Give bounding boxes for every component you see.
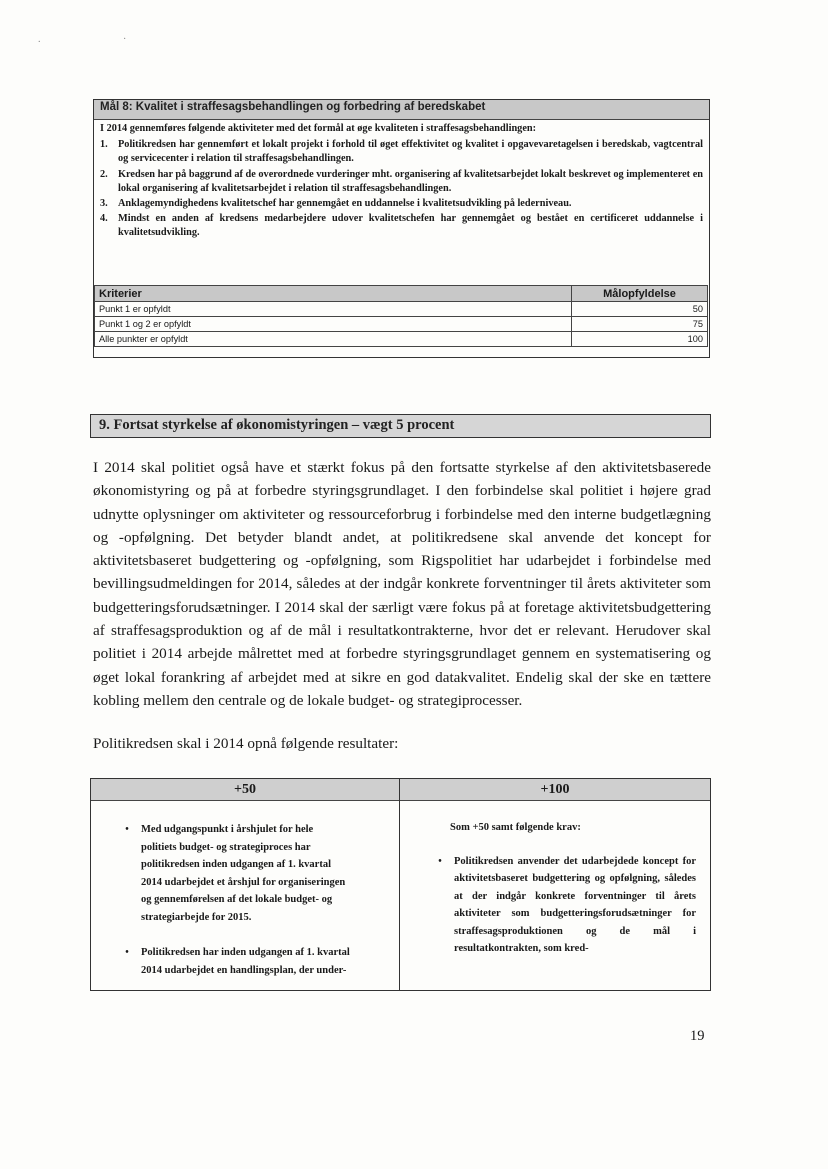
- page-number: 19: [690, 1028, 705, 1044]
- scan-speckles: . ·: [38, 34, 167, 45]
- results-column-50: [91, 779, 400, 990]
- goal-list: [100, 138, 703, 240]
- item-number: 2.: [100, 168, 108, 180]
- list-item: [100, 212, 703, 240]
- item-text: Politikredsen har gennemført et lokalt projekt i forhold til øget effektivitet og kvalitet i opgavevaretagelsen i beredskab, vagtcentral og servicecenter i relation til straffesagsbehandlingen.: [118, 139, 703, 165]
- criterion-cell: Punkt 1 og 2 er opfyldt: [95, 317, 572, 332]
- bullet-icon: •: [438, 855, 442, 867]
- score-header: Målopfyldelse: [572, 286, 708, 302]
- criteria-table: [94, 285, 708, 347]
- goal-8-box: [93, 99, 710, 358]
- goal-intro: I 2014 gennemføres følgende aktiviteter med det formål at øge kvaliteten i straffesagsbehandlingen:: [100, 123, 537, 134]
- item-text: Kredsen har på baggrund af de overordnede vurderinger mht. organisering af kvalitetsarbejdet lokalt beskrevet og implementeret en lokal organisering af kvalitetsarbejdet i relation til straffesagsbehandlingen.: [118, 168, 703, 194]
- bullet-icon: •: [125, 824, 129, 835]
- table-row: [95, 317, 708, 332]
- column-lead: Som +50 samt følgende krav:: [450, 822, 581, 833]
- list-item: [100, 138, 703, 166]
- score-cell: 75: [572, 317, 708, 332]
- list-item: [113, 821, 351, 926]
- bullet-text: Politikredsen anvender det udarbejdede koncept for aktivitetsbaseret budgettering og opfølgning, således at der indgår konkrete forventninger til årets aktiviteter som budgetteringsforudsætninger for straffesagsproduktionen og de mål i resultatkontrakten, som kred-: [454, 855, 696, 954]
- bullet-text: Politikredsen har inden udgangen af 1. kvartal 2014 udarbejdet en handlingsplan, der under-: [141, 947, 350, 976]
- item-number: 3.: [100, 198, 108, 210]
- score-cell: 50: [572, 302, 708, 317]
- item-text: Anklagemyndighedens kvalitetschef har gennemgået en uddannelse i kvalitetsudvikling på lederniveau.: [118, 198, 572, 210]
- table-header-row: [95, 286, 708, 302]
- criterion-cell: Alle punkter er opfyldt: [95, 332, 572, 347]
- list-item: [113, 944, 351, 979]
- results-intro: Politikredsen skal i 2014 opnå følgende resultater:: [93, 735, 399, 752]
- criterion-cell: Punkt 1 er opfyldt: [95, 302, 572, 317]
- list-item: [100, 197, 703, 211]
- bullet-text: Med udgangspunkt i årshjulet for hele politiets budget- og strategiproces har politikredsen inden udgangen af 1. kvartal 2014 udarbejdet et årshjul for organiseringen og gennemførelsen af det lokale budget- og strategiarbejde for 2015.: [141, 824, 346, 923]
- list-item: [100, 168, 703, 196]
- list-item: [426, 853, 696, 958]
- column-header: +100: [400, 779, 710, 801]
- results-table: [90, 778, 711, 991]
- column-body: [400, 801, 710, 958]
- column-header: +50: [91, 779, 399, 801]
- table-row: [95, 332, 708, 347]
- bullet-icon: •: [125, 947, 129, 958]
- column-body: [91, 801, 399, 979]
- item-number: 4.: [100, 213, 108, 225]
- goal-content: [94, 120, 709, 246]
- goal-header: Mål 8: Kvalitet i straffesagsbehandlingen og forbedring af beredskabet: [94, 100, 709, 120]
- results-column-100: [400, 779, 710, 990]
- section-body-paragraph: I 2014 skal politiet også have et stærkt fokus på den fortsatte styrkelse af den aktivitetsbaserede økonomistyring og på at forbedre styringsgrundlaget. I den forbindelse skal politiet i højere grad udnytte oplysninger om aktiviteter og ressourceforbrug i forbindelse med den interne budgetlægning og -opfølgning. Det betyder blandt andet, at politikredsene skal anvende det koncept for aktivitetsbaseret budgettering og -opfølgning, som Rigspolitiet har udarbejdet i forbindelse med bevillingsudmeldingen for 2014, således at der indgår konkrete forventninger til årets aktiviteter som budgetteringsforudsætninger. I 2014 skal der særligt være fokus på at foretage aktivitetsbudgettering af straffesagsproduktion og af de mål i resultatkontrakterne, hvor det er relevant. Herudover skal politiet i 2014 arbejde målrettet med at forbedre styringsgrundlaget gennem en systematisering og øget lokal forankring af arbejdet med at sikre en god datakvalitet. Endelig skal der ske en tættere kobling mellem den centrale og de lokale budget- og strategiprocesser.: [93, 459, 711, 709]
- section-heading: 9. Fortsat styrkelse af økonomistyringen – vægt 5 procent: [90, 414, 711, 438]
- table-row: [95, 302, 708, 317]
- item-number: 1.: [100, 139, 108, 151]
- criteria-header: Kriterier: [95, 286, 572, 302]
- score-cell: 100: [572, 332, 708, 347]
- item-text: Mindst en anden af kredsens medarbejdere udover kvalitetschefen har gennemgået og bestået en certificeret uddannelse i kvalitetsudvikling.: [118, 213, 703, 239]
